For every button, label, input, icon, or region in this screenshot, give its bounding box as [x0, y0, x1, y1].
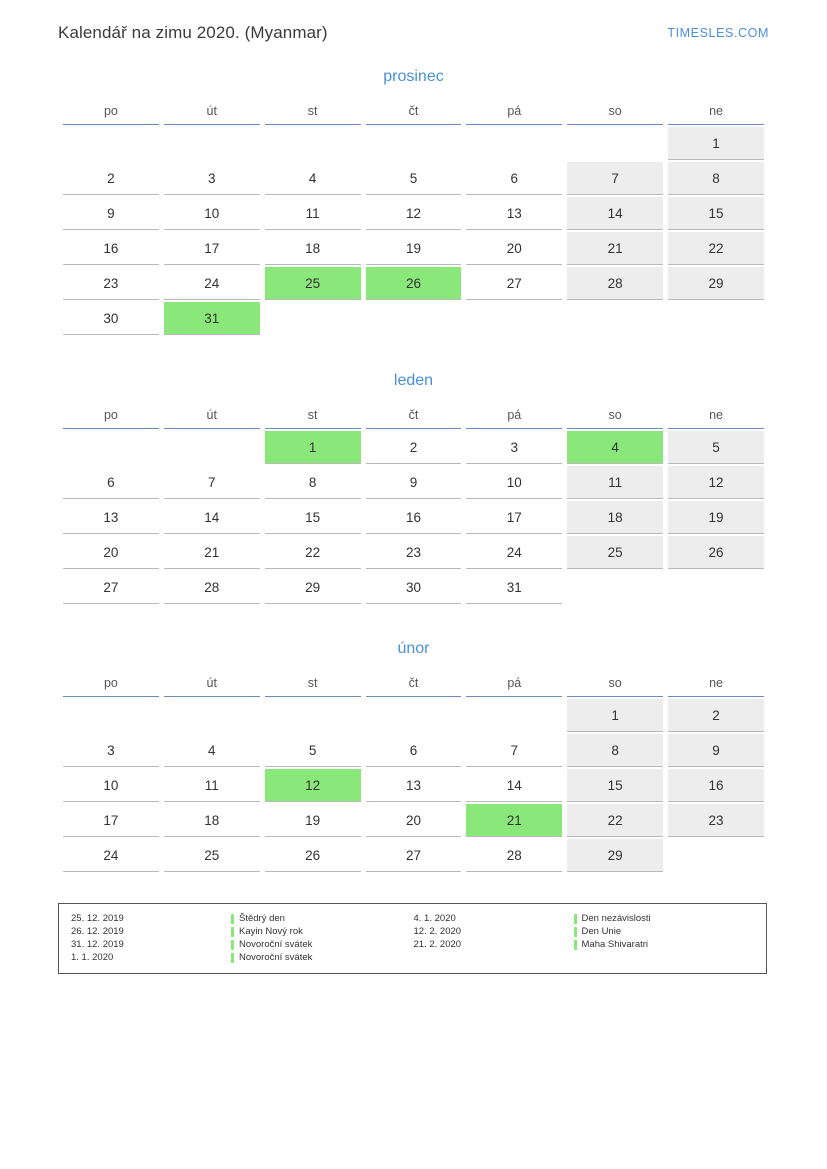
week-row	[63, 466, 764, 499]
month-body	[63, 127, 764, 335]
day-cell[interactable]: 28	[164, 571, 260, 604]
legend-item-date: 4. 1. 2020	[413, 913, 456, 924]
day-cell[interactable]: 15	[567, 769, 663, 802]
legend-item-name: Štědrý den	[239, 913, 285, 924]
day-cell-empty	[567, 127, 663, 160]
day-cell[interactable]: 28	[567, 267, 663, 300]
day-cell[interactable]: 17	[63, 804, 159, 837]
day-cell[interactable]: 25	[164, 839, 260, 872]
day-cell[interactable]: 8	[265, 466, 361, 499]
week-row	[63, 699, 764, 732]
month-block-december	[58, 68, 769, 337]
day-cell[interactable]: 23	[366, 536, 462, 569]
day-cell[interactable]: 18	[265, 232, 361, 265]
day-cell[interactable]: 17	[466, 501, 562, 534]
day-cell-empty	[164, 699, 260, 732]
day-cell[interactable]: 3	[466, 431, 562, 464]
week-row	[63, 839, 764, 872]
day-cell-empty	[63, 127, 159, 160]
day-cell[interactable]: 31	[466, 571, 562, 604]
day-cell-empty	[164, 431, 260, 464]
day-cell-empty	[668, 302, 764, 335]
week-row	[63, 431, 764, 464]
month-grid	[58, 672, 769, 874]
legend-item-name: Novoroční svátek	[239, 952, 313, 963]
day-cell[interactable]: 16	[63, 232, 159, 265]
legend-column-right	[414, 912, 757, 964]
day-cell[interactable]: 7	[466, 734, 562, 767]
legend-color-swatch	[231, 940, 234, 950]
day-cell[interactable]: 6	[63, 466, 159, 499]
month-grid	[58, 100, 769, 337]
legend-item	[414, 951, 757, 964]
day-cell-empty	[567, 302, 663, 335]
day-cell[interactable]: 17	[164, 232, 260, 265]
day-cell-holiday[interactable]: 26	[366, 267, 462, 300]
legend-color-swatch	[574, 953, 577, 963]
day-cell[interactable]: 24	[466, 536, 562, 569]
weekday-header-row	[63, 102, 764, 125]
month-title: leden	[393, 372, 434, 389]
day-cell[interactable]: 30	[63, 302, 159, 335]
day-cell[interactable]: 24	[164, 267, 260, 300]
day-cell[interactable]: 12	[366, 197, 462, 230]
weekday-header-čt: čt	[366, 406, 462, 429]
legend-item-date: 21. 2. 2020	[413, 939, 462, 950]
day-cell[interactable]: 13	[63, 501, 159, 534]
week-row	[63, 501, 764, 534]
day-cell[interactable]: 1	[668, 127, 764, 160]
week-row	[63, 162, 764, 195]
day-cell[interactable]: 11	[164, 769, 260, 802]
legend-item-name: Maha Shivaratri	[581, 939, 649, 950]
day-cell[interactable]: 22	[567, 804, 663, 837]
week-row	[63, 232, 764, 265]
day-cell[interactable]: 10	[466, 466, 562, 499]
weekday-header-po: po	[63, 102, 159, 125]
day-cell[interactable]: 3	[63, 734, 159, 767]
day-cell-empty	[366, 302, 462, 335]
legend-item-date: 25. 12. 2019	[71, 913, 124, 924]
day-cell[interactable]: 27	[63, 571, 159, 604]
weekday-header-čt: čt	[366, 674, 462, 697]
legend-color-swatch	[574, 940, 577, 950]
day-cell[interactable]: 5	[366, 162, 462, 195]
weekday-header-ne: ne	[668, 406, 764, 429]
day-cell[interactable]: 8	[567, 734, 663, 767]
month-grid	[58, 404, 769, 606]
day-cell[interactable]: 2	[366, 431, 462, 464]
day-cell[interactable]: 18	[164, 804, 260, 837]
day-cell-empty	[466, 127, 562, 160]
legend-item	[71, 912, 414, 925]
day-cell[interactable]: 20	[63, 536, 159, 569]
day-cell[interactable]: 3	[164, 162, 260, 195]
week-row	[63, 536, 764, 569]
day-cell[interactable]: 14	[164, 501, 260, 534]
weekday-header-st: st	[265, 674, 361, 697]
month-body	[63, 699, 764, 872]
month-title: prosinec	[383, 68, 444, 85]
weekday-header-so: so	[567, 102, 663, 125]
legend-item-date: 1. 1. 2020	[71, 952, 114, 963]
day-cell-empty	[366, 127, 462, 160]
day-cell[interactable]: 13	[466, 197, 562, 230]
day-cell[interactable]: 19	[366, 232, 462, 265]
weekday-header-po: po	[63, 674, 159, 697]
day-cell[interactable]: 21	[164, 536, 260, 569]
weekday-header-út: út	[164, 102, 260, 125]
legend-item	[71, 938, 414, 951]
week-row	[63, 804, 764, 837]
month-block-january	[58, 372, 769, 606]
day-cell[interactable]: 20	[366, 804, 462, 837]
day-cell[interactable]: 26	[668, 536, 764, 569]
day-cell[interactable]: 15	[668, 197, 764, 230]
day-cell[interactable]: 23	[668, 804, 764, 837]
day-cell[interactable]: 10	[164, 197, 260, 230]
weekday-header-ne: ne	[668, 102, 764, 125]
legend-item	[414, 925, 757, 938]
legend-column-left	[71, 912, 414, 964]
day-cell[interactable]: 13	[366, 769, 462, 802]
day-cell-empty	[567, 571, 663, 604]
legend-color-swatch	[574, 927, 577, 937]
weekday-header-so: so	[567, 674, 663, 697]
legend-item-date: 12. 2. 2020	[413, 926, 462, 937]
legend-color-swatch	[231, 927, 234, 937]
weekday-header-pá: pá	[466, 406, 562, 429]
day-cell[interactable]: 14	[466, 769, 562, 802]
legend-item-date: 26. 12. 2019	[71, 926, 124, 937]
holiday-legend	[58, 903, 767, 974]
legend-color-swatch	[574, 914, 577, 924]
day-cell-holiday[interactable]: 4	[567, 431, 663, 464]
page-title: Kalendář na zimu 2020. (Myanmar)	[58, 23, 328, 42]
day-cell[interactable]: 27	[466, 267, 562, 300]
day-cell-holiday[interactable]: 25	[265, 267, 361, 300]
day-cell[interactable]: 9	[63, 197, 159, 230]
day-cell[interactable]: 24	[63, 839, 159, 872]
weekday-header-st: st	[265, 102, 361, 125]
day-cell[interactable]: 2	[668, 699, 764, 732]
day-cell[interactable]: 1	[567, 699, 663, 732]
week-row	[63, 197, 764, 230]
day-cell[interactable]: 25	[567, 536, 663, 569]
day-cell[interactable]: 10	[63, 769, 159, 802]
day-cell-empty	[668, 839, 764, 872]
brand-logo[interactable]: TIMESLES.COM	[667, 26, 769, 40]
weekday-header-út: út	[164, 406, 260, 429]
day-cell[interactable]: 26	[265, 839, 361, 872]
legend-item	[71, 925, 414, 938]
day-cell[interactable]: 30	[366, 571, 462, 604]
day-cell[interactable]: 8	[668, 162, 764, 195]
legend-item	[414, 912, 757, 925]
day-cell[interactable]: 14	[567, 197, 663, 230]
day-cell[interactable]: 23	[63, 267, 159, 300]
weekday-header-row	[63, 674, 764, 697]
month-title: únor	[397, 640, 430, 657]
day-cell[interactable]: 11	[567, 466, 663, 499]
week-row	[63, 267, 764, 300]
week-row	[63, 302, 764, 335]
day-cell[interactable]: 21	[567, 232, 663, 265]
day-cell[interactable]: 12	[668, 466, 764, 499]
day-cell[interactable]: 27	[366, 839, 462, 872]
day-cell[interactable]: 6	[466, 162, 562, 195]
day-cell[interactable]: 22	[265, 536, 361, 569]
day-cell[interactable]: 28	[466, 839, 562, 872]
day-cell-empty	[366, 699, 462, 732]
weekday-header-row	[63, 406, 764, 429]
legend-item	[414, 938, 757, 951]
month-body	[63, 431, 764, 604]
day-cell-empty	[265, 127, 361, 160]
day-cell-empty	[164, 127, 260, 160]
day-cell[interactable]: 29	[265, 571, 361, 604]
legend-item-name: Den nezávislosti	[581, 913, 651, 924]
legend-color-swatch	[231, 953, 234, 963]
day-cell-holiday[interactable]: 21	[466, 804, 562, 837]
week-row	[63, 127, 764, 160]
day-cell[interactable]: 20	[466, 232, 562, 265]
day-cell-holiday[interactable]: 31	[164, 302, 260, 335]
day-cell[interactable]: 16	[668, 769, 764, 802]
day-cell-holiday[interactable]: 1	[265, 431, 361, 464]
legend-color-swatch	[231, 914, 234, 924]
legend-item-name: Den Unie	[581, 926, 622, 937]
day-cell[interactable]: 5	[265, 734, 361, 767]
day-cell[interactable]: 18	[567, 501, 663, 534]
day-cell[interactable]: 19	[265, 804, 361, 837]
day-cell[interactable]: 6	[366, 734, 462, 767]
day-cell[interactable]: 9	[366, 466, 462, 499]
day-cell[interactable]: 5	[668, 431, 764, 464]
week-row	[63, 571, 764, 604]
day-cell-empty	[265, 699, 361, 732]
weekday-header-čt: čt	[366, 102, 462, 125]
day-cell[interactable]: 9	[668, 734, 764, 767]
weekday-header-so: so	[567, 406, 663, 429]
day-cell[interactable]: 15	[265, 501, 361, 534]
week-row	[63, 734, 764, 767]
weekday-header-pá: pá	[466, 674, 562, 697]
day-cell[interactable]: 22	[668, 232, 764, 265]
legend-item-date: 31. 12. 2019	[71, 939, 124, 950]
weekday-header-pá: pá	[466, 102, 562, 125]
legend-item-name: Novoroční svátek	[239, 939, 313, 950]
day-cell[interactable]: 16	[366, 501, 462, 534]
day-cell-empty	[466, 699, 562, 732]
week-row	[63, 769, 764, 802]
day-cell[interactable]: 4	[265, 162, 361, 195]
legend-item	[71, 951, 414, 964]
day-cell-empty	[265, 302, 361, 335]
weekday-header-út: út	[164, 674, 260, 697]
day-cell[interactable]: 29	[668, 267, 764, 300]
legend-item-name: Kayin Nový rok	[239, 926, 303, 937]
day-cell[interactable]: 19	[668, 501, 764, 534]
month-block-february	[58, 640, 769, 874]
day-cell[interactable]: 2	[63, 162, 159, 195]
day-cell-empty	[466, 302, 562, 335]
day-cell[interactable]: 4	[164, 734, 260, 767]
weekday-header-ne: ne	[668, 674, 764, 697]
weekday-header-st: st	[265, 406, 361, 429]
day-cell-empty	[63, 431, 159, 464]
day-cell-empty	[63, 699, 159, 732]
day-cell[interactable]: 29	[567, 839, 663, 872]
day-cell[interactable]: 7	[164, 466, 260, 499]
day-cell[interactable]: 11	[265, 197, 361, 230]
page-header	[58, 18, 769, 48]
weekday-header-po: po	[63, 406, 159, 429]
day-cell-empty	[668, 571, 764, 604]
day-cell-holiday[interactable]: 12	[265, 769, 361, 802]
day-cell[interactable]: 7	[567, 162, 663, 195]
